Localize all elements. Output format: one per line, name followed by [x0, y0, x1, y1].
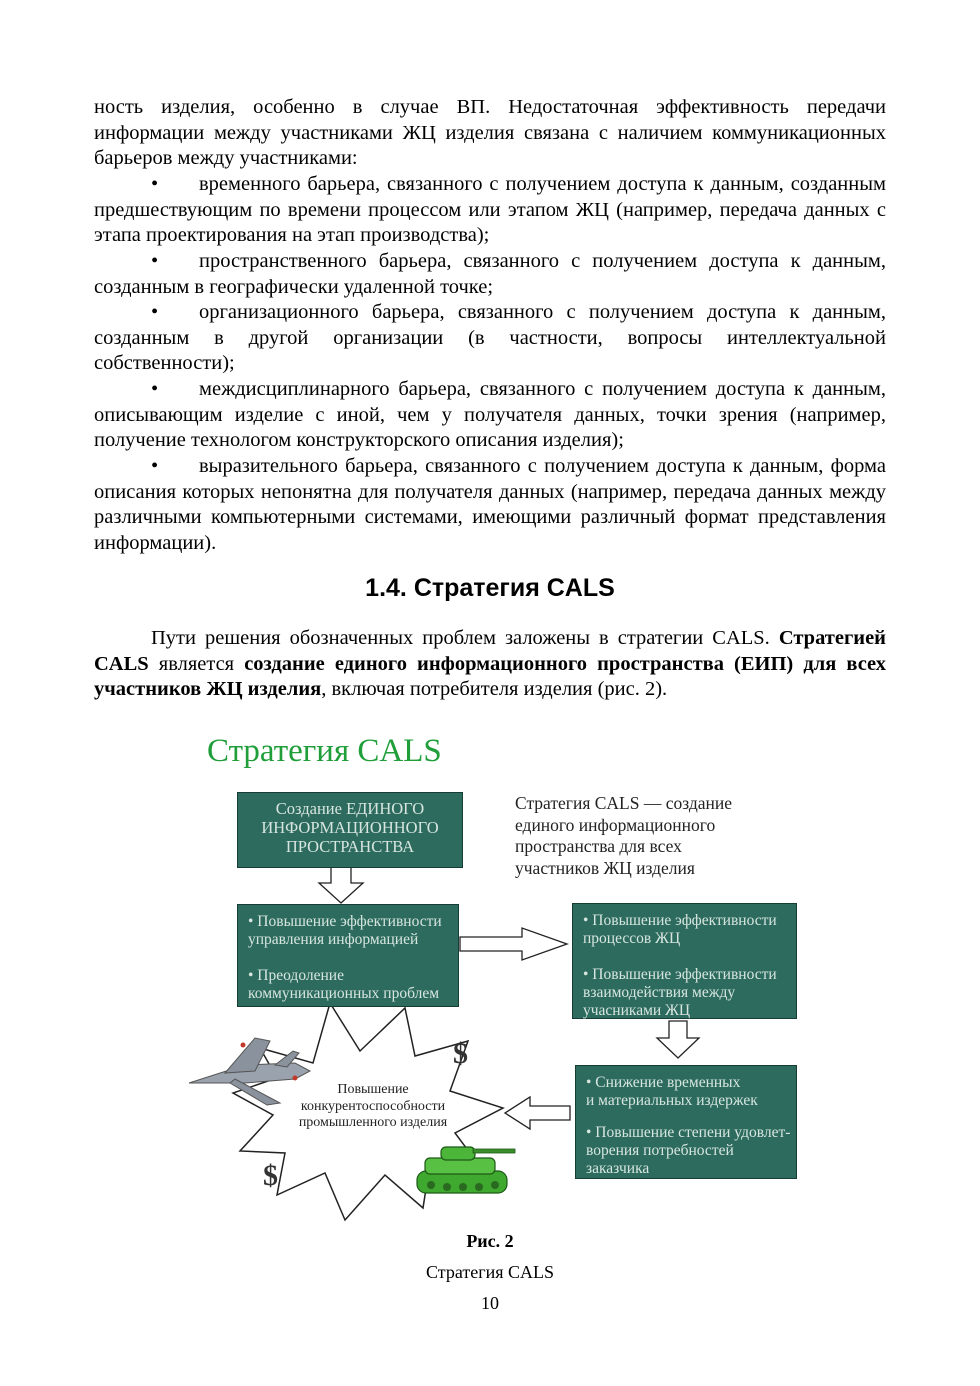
- box-line: Создание ЕДИНОГО: [275, 799, 425, 818]
- figure-caption: Стратегия CALS: [425, 1262, 555, 1282]
- star-line: промышленного изделия: [298, 1115, 448, 1130]
- bullet-text: пространственного барьера, связанного с получением доступа к данным, созданным в географически удаленной точке;: [94, 250, 886, 298]
- right-arrow: [460, 928, 567, 960]
- note-line: пространства для всех: [515, 836, 682, 856]
- intro-paragraph: ность изделия, особенно в случае ВП. Недостаточная эффективность передачи информации между участниками ЖЦ изделия связана с наличием коммуникационных барьеров между участниками:: [94, 96, 886, 170]
- section-bold-term: Стратегией CALS: [94, 627, 886, 675]
- left-arrow: [505, 1097, 570, 1129]
- box-line: процессов ЖЦ: [583, 930, 681, 947]
- note-line: единого информационного: [515, 814, 716, 835]
- competitiveness-text: [285, 1082, 461, 1132]
- strategy-note: [515, 793, 732, 879]
- box-line: заказчика: [586, 1160, 650, 1177]
- box-lifecycle-efficiency: [572, 903, 797, 1019]
- note-line: Стратегия CALS — создание: [515, 793, 733, 813]
- box-line: и материальных издержек: [586, 1092, 758, 1109]
- section-text: , включая потребителя изделия (рис. 2).: [321, 678, 668, 701]
- bullet-marker: •: [151, 378, 159, 400]
- bullet-marker: •: [151, 173, 159, 195]
- cals-figure: [185, 733, 805, 1223]
- star-line: Повышение: [337, 1082, 409, 1097]
- bullet-item: [94, 172, 886, 249]
- down-arrow: [319, 867, 363, 903]
- bullet-text: временного барьера, связанного с получением доступа к данным, созданным предшествующим по времени процессом или этапом ЖЦ (например, передача данных с этапа проектирования на этап производства);: [94, 173, 886, 247]
- section-text: является: [148, 652, 245, 675]
- section-bold-definition: создание единого информационного пространства (ЕИП) для всех участников ЖЦ изделия: [94, 652, 886, 701]
- box-line: ИНФОРМАЦИОННОГО: [261, 818, 439, 837]
- bullet-marker: •: [151, 455, 159, 477]
- dollar-sign: $: [263, 1159, 278, 1192]
- box-cost-reduction: [575, 1065, 797, 1179]
- box-line: управления информацией: [248, 931, 419, 948]
- box-line: учасниками ЖЦ: [583, 1002, 691, 1019]
- page-number: 10: [481, 1293, 499, 1313]
- box-info-management: [237, 904, 459, 1007]
- box-line: ворения потребностей: [586, 1142, 734, 1159]
- box-line: • Снижение временных: [586, 1074, 741, 1091]
- box-line: коммуникационных проблем: [248, 985, 440, 1002]
- figure-label: Рис. 2: [466, 1231, 514, 1251]
- down-arrow: [657, 1021, 699, 1058]
- box-line: ПРОСТРАНСТВА: [285, 837, 415, 856]
- figure-title: Стратегия CALS: [207, 733, 442, 769]
- section-text: Пути решения обозначенных проблем заложены в стратегии CALS.: [151, 627, 770, 649]
- bullet-item: [94, 249, 886, 300]
- section-paragraph: [94, 626, 886, 703]
- bullet-marker: •: [151, 250, 159, 272]
- bullet-text: организационного барьера, связанного с получением доступа к данным, созданным в другой организации (в частности, вопросы интеллектуальной собственности);: [94, 301, 886, 375]
- bullet-item: [94, 377, 886, 454]
- box-line: • Преодоление: [248, 967, 344, 984]
- bullet-item: [94, 300, 886, 377]
- bullet-text: междисциплинарного барьера, связанного с получением доступа к данным, описывающим изделие с иной, чем у получателя данных, точки зрения (например, получение технологом конструкторского описания изделия);: [94, 378, 886, 452]
- bullet-marker: •: [151, 301, 159, 323]
- box-line: • Повышение эффективности: [248, 913, 442, 930]
- box-line: • Повышение степени удовлет-: [586, 1124, 791, 1141]
- note-line: участников ЖЦ изделия: [515, 857, 695, 878]
- dollar-sign: $: [453, 1037, 468, 1070]
- section-heading: 1.4. Стратегия CALS: [365, 574, 615, 602]
- bullet-item: [94, 454, 886, 556]
- box-unified-info-space: [237, 792, 463, 868]
- box-line: • Повышение эффективности: [583, 912, 777, 929]
- box-line: • Повышение эффективности: [583, 966, 777, 983]
- star-line: конкурентоспособности: [300, 1098, 446, 1114]
- box-line: взаимодействия между: [583, 984, 736, 1001]
- bullet-text: выразительного барьера, связанного с получением доступа к данным, форма описания которых непонятна для получателя данных (например, передача данных между различными компьютерными системами, имеющими различный формат представления информации).: [94, 455, 886, 554]
